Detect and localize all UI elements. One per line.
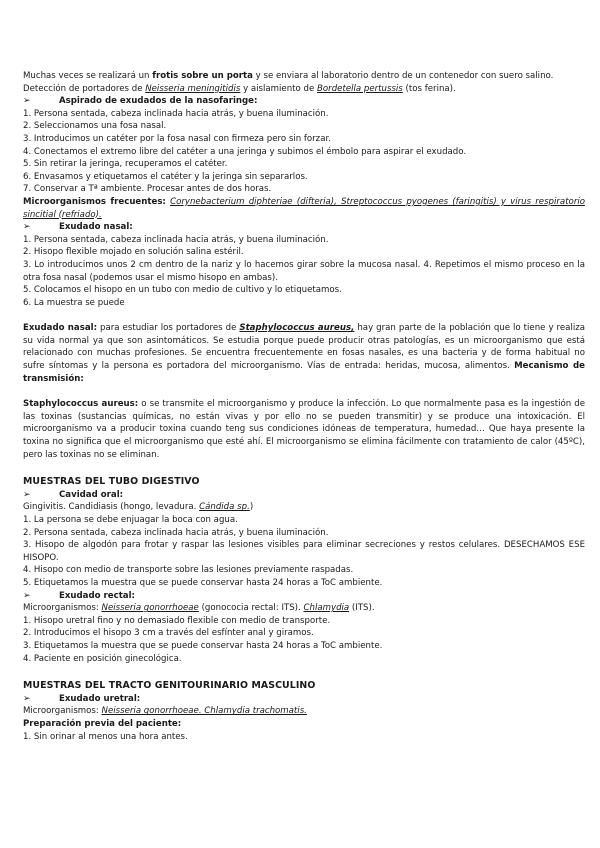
bullet-exudado-uretral [23,693,585,706]
intro-text: (tos ferina). [402,83,456,94]
bullet-aspirado [23,95,585,108]
uretral-microorganismos [23,705,585,718]
list-item: 1. Persona sentada, cabeza inclinada hacia atrás, y buena iluminación. [23,234,329,245]
list-item: 2. Seleccionamos una fosa nasal. [23,121,167,132]
list-item: 2. Introducimos el hisopo 3 cm a través del esfínter anal y giramos. [23,628,314,639]
para-text: ) [249,502,254,513]
list-item: 3. Etiquetamos la muestra que se puede conservar hasta 24 horas a ToC ambiente. [23,640,383,651]
bullet-nasal [23,221,585,234]
micro-value: Corynebacterium diphteriae (difteria), Streptococcus pyogenes (faringitis) y virus respiratorio sincitial (refriado). [23,196,585,220]
section-subtitle: Preparación previa del paciente: [23,718,182,729]
organism-name: Staphylococcus aureus, [239,323,355,334]
list-item: 1. Hisopo uretral fino y no demasiado flexible con medio de transporte. [23,615,331,626]
list-item: 2. Persona sentada, cabeza inclinada hacia atrás, y buena iluminación. [23,527,329,538]
para-text: Gingivitis. Candidiasis (hongo, levadura. [23,502,200,513]
organism-name: Neisseria gonorrhoeae. Chlamydia trachomatis. [101,706,307,717]
rectal-microorganismos [23,602,585,615]
list-item: 4. Hisopo con medio de transporte sobre las lesiones previamente raspadas. [23,565,354,576]
list-item: 3. Introducimos un catéter por la fosa nasal con firmeza pero sin forzar. [23,133,331,144]
para-text: (ITS). [349,603,375,614]
para-text: para estudiar los portadores de [97,323,240,334]
bullet-cavidad-oral [23,489,585,502]
list-item: 6. Envasamos y etiquetamos el catéter y la jeringa sin separarlos. [23,171,308,182]
arrow-bullet-icon: ➢ [23,222,31,233]
list-item: 5. Sin retirar la jeringa, recuperamos el catéter. [23,159,228,170]
list-item: 1. Sin orinar al menos una hora antes. [23,731,188,742]
list-item: 4. Conectamos el extremo libre del catéter a una jeringa y subimos el émbolo para aspirar el exudado. [23,146,467,157]
para-text: o se transmite el microorganismo y produce la infección. Lo que normalmente pasa es la ingestión de las toxinas (sustancias químicas, no están vivas y por ello no se pueden transmitir) y se produce una intoxicación. El microorganismo va a producir toxina cuando teng sus condiciones idóneas de temperatura, humedad… Que haya presente la toxina no significa que el microorganismo que esté ahí. El microorganismo se elimina fácilmente con tratamiento de calor (45ºC), pero las toxinas no se eliminan. [23,399,585,460]
arrow-bullet-icon: ➢ [23,693,31,704]
list-item: 1. Persona sentada, cabeza inclinada hacia atrás, y buena iluminación. [23,108,329,119]
intro-line-2 [23,83,585,96]
staphylococcus-paragraph [23,398,585,461]
para-text: (gonococia rectal: ITS). [198,603,304,614]
para-text: Microorganismos: [23,706,102,717]
intro-text: y se enviara al laboratorio dentro de un contenedor con suero salino. [252,71,554,81]
list-item: 2. Hisopo flexible mojado en solución salina estéril. [23,247,244,258]
organism-name: Neisseria gonorrhoeae [101,603,199,614]
intro-line-1 [23,70,585,83]
intro-text: y aislamiento de [240,83,318,94]
section-title: Aspirado de exudados de la nasofaringe: [59,96,258,107]
intro-bold: frotis sobre un porta [152,71,253,81]
section-title: Exudado uretral: [59,693,141,704]
list-item: 5. Colocamos el hisopo en un tubo con medio de cultivo y lo etiquetamos. [23,285,342,296]
section-title: Exudado rectal: [59,590,135,601]
list-item: 3. Lo introducimos unos 2 cm dentro de la nariz y lo hacemos girar sobre la mucosa nasal. 4. Repetimos el mismo proceso en la otra fosa nasal (podemos usar el mismo hisopo en ambas). [23,259,585,283]
document-body [23,70,585,743]
arrow-bullet-icon: ➢ [23,590,31,601]
organism-name: Bordetella pertussis [317,83,403,94]
organism-name: Chlamydia [303,603,350,614]
exudado-nasal-paragraph [23,322,585,385]
para-label: Staphylococcus aureus: [23,399,139,410]
section-heading: MUESTRAS DEL TRACTO GENITOURINARIO MASCULINO [23,680,316,692]
bullet-exudado-rectal [23,590,585,603]
intro-text: Muchas veces se realizará un [23,71,153,81]
para-label: Exudado nasal: [23,323,98,334]
organism-name: Neisseria meningitidis [145,83,241,94]
list-item: 1. La persona se debe enjuagar la boca con agua. [23,515,238,525]
micro-label: Microorganismos frecuentes: [23,196,166,207]
arrow-bullet-icon: ➢ [23,96,31,107]
list-item: 5. Etiquetamos la muestra que se puede conservar hasta 24 horas a ToC ambiente. [23,577,383,588]
oral-intro [23,501,585,514]
para-text: Microorganismos: [23,603,102,614]
arrow-bullet-icon: ➢ [23,489,31,500]
section-title: Exudado nasal: [59,222,133,233]
intro-text: Detección de portadores de [23,83,146,94]
list-item: 7. Conservar a Tª ambiente. Procesar antes de dos horas. [23,184,272,195]
para-label: Mecanismo de transmisión: [23,361,585,384]
microorganismos-frecuentes [23,196,585,221]
organism-name: Cándida sp. [199,502,250,513]
section-title: Cavidad oral: [59,489,124,500]
list-item: 3. Hisopo de algodón para frotar y raspar las lesiones visibles para eliminar secreciones y restos celulares. DESECHAMOS ESE HISOPO. [23,540,585,563]
list-item: 6. La muestra se puede [23,297,125,308]
section-heading: MUESTRAS DEL TUBO DIGESTIVO [23,476,200,488]
para-text: hay gran parte de la población que lo tiene y realiza su vida normal ya que son asintomáticos. Se estudia porque puede producir otras patologías, es un microorganismo que está relacionado con muchas profesiones. Se encuentra frecuentemente en fosas nasales, es una bacteria y de forma habitual no sufre síntomas y la persona es portadora del microorganismo. Vías de entrada: heridas, mucosa, alimentos. [23,323,585,372]
list-item: 4. Paciente en posición ginecológica. [23,653,182,664]
